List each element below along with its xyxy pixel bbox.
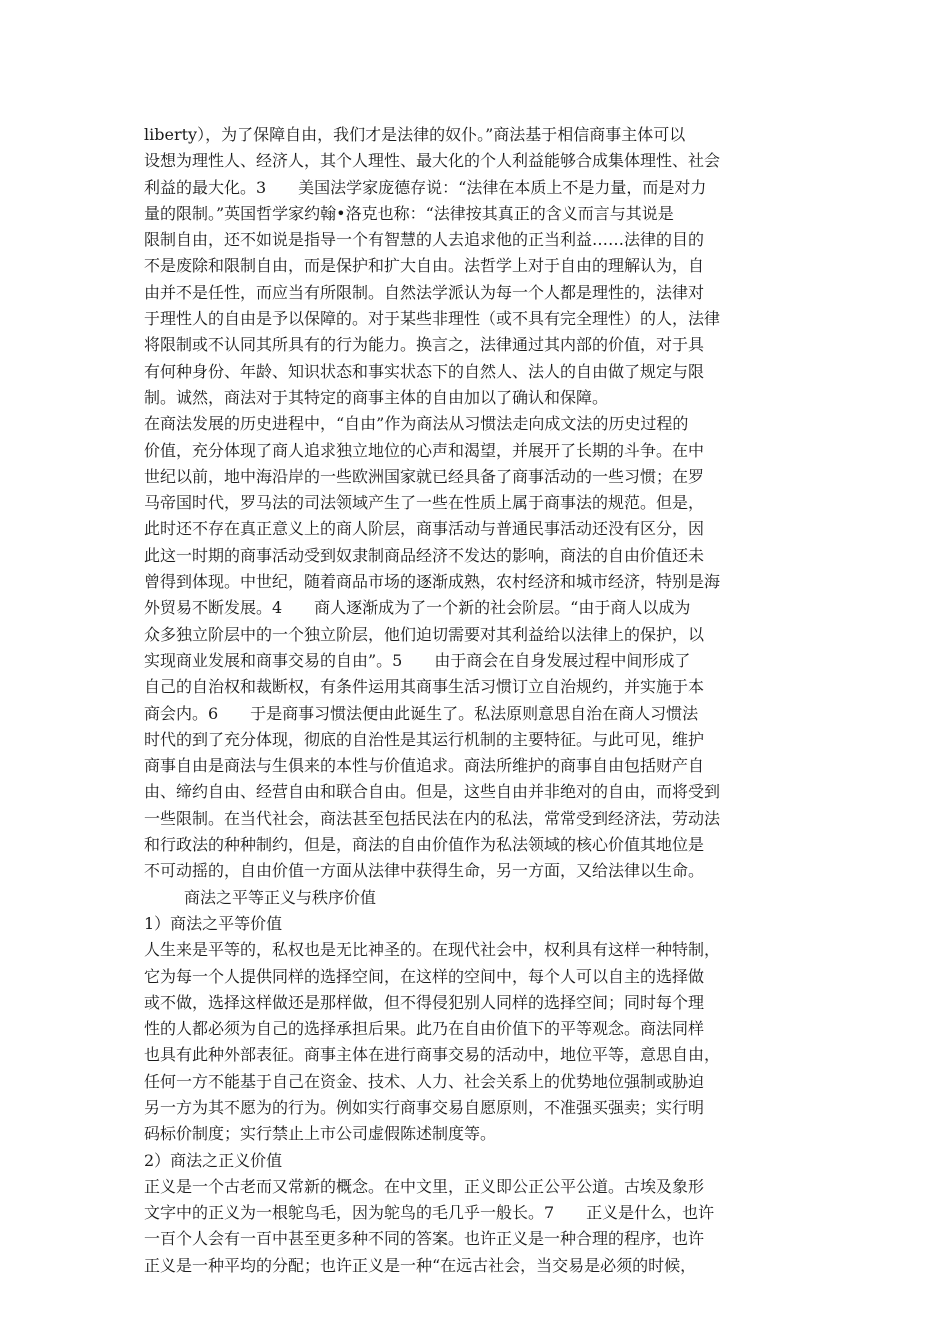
text-line: 此这一时期的商事活动受到奴隶制商品经济不发达的影响，商法的自由价值还未 [144, 545, 705, 565]
text-line: 码标价制度；实行禁止上市公司虚假陈述制度等。 [144, 1124, 497, 1144]
text-line: 由、缔约自由、经营自由和联合自由。但是，这些自由并非绝对的自由，而将受到 [144, 782, 721, 802]
text-line: 在商法发展的历史进程中，“自由”作为商法从习惯法走向成文法的历史过程的 [144, 414, 689, 434]
paragraph-history [144, 411, 808, 884]
text-line: 设想为理性人、经济人，其个人理性、最大化的个人利益能够合成集体理性、社会 [144, 151, 721, 171]
text-line: 利益的最大化。3 美国法学家庞德存说：“法律在本质上不是力量，而是对力 [144, 177, 707, 197]
text-line: 时代的到了充分体现，彻底的自治性是其运行机制的主要特征。与此可见，维护 [144, 729, 705, 749]
text-line: 商会内。6 于是商事习惯法便由此诞生了。私法原则意思自治在商人习惯法 [144, 703, 699, 723]
text-line: 任何一方不能基于自己在资金、技术、人力、社会关系上的优势地位强制或胁迫 [144, 1071, 705, 1091]
text-line: 正义是一个古老而又常新的概念。在中文里，正义即公正公平公道。古埃及象形 [144, 1176, 705, 1196]
text-line: 马帝国时代，罗马法的司法领域产生了一些在性质上属于商事法的规范。但是， [144, 493, 705, 513]
text-line: 于理性人的自由是予以保障的。对于某些非理性（或不具有完全理性）的人，法律 [144, 309, 721, 329]
text-line: 一些限制。在当代社会，商法甚至包括民法在内的私法，常常受到经济法，劳动法 [144, 808, 721, 828]
paragraph-equality [144, 937, 808, 1147]
text-line: 正义是一种平均的分配；也许正义是一种“在远古社会，当交易是必须的时候， [144, 1255, 697, 1275]
text-line: 外贸易不断发展。4 商人逐渐成为了一个新的社会阶层。“由于商人以成为 [144, 598, 691, 618]
text-line: 性的人都必须为自己的选择承担后果。此乃在自由价值下的平等观念。商法同样 [144, 1019, 705, 1039]
text-line: 此时还不存在真正意义上的商人阶层，商事活动与普通民事活动还没有区分，因 [144, 519, 705, 539]
text-line: 有何种身份、年龄、知识状态和事实状态下的自然人、法人的自由做了规定与限 [144, 361, 705, 381]
subsection-heading-justice: 2）商法之正义价值 [144, 1150, 283, 1170]
text-line: 世纪以前，地中海沿岸的一些欧洲国家就已经具备了商事活动的一些习惯；在罗 [144, 466, 705, 486]
text-line: 自己的自治权和裁断权，有条件运用其商事生活习惯订立自治规约，并实施于本 [144, 677, 705, 697]
section-heading: 商法之平等正义与秩序价值 [184, 887, 377, 907]
text-line: 不可动摇的，自由价值一方面从法律中获得生命，另一方面，又给法律以生命。 [144, 861, 705, 881]
text-line: liberty），为了保障自由，我们才是法律的奴仆。”商法基于相信商事主体可以 [144, 125, 686, 144]
text-line: 或不做，选择这样做还是那样做，但不得侵犯别人同样的选择空间；同时每个理 [144, 992, 705, 1012]
text-line: 和行政法的种种制约，但是，商法的自由价值作为私法领域的核心价值其地位是 [144, 835, 705, 855]
text-line: 限制自由，还不如说是指导一个有智慧的人去追求他的正当利益……法律的目的 [144, 230, 705, 250]
text-line: 量的限制。”英国哲学家约翰•洛克也称：“法律按其真正的含义而言与其说是 [144, 203, 674, 223]
text-line: 由并不是任性，而应当有所限制。自然法学派认为每一个人都是理性的，法律对 [144, 282, 705, 302]
text-line: 实现商业发展和商事交易的自由”。5 由于商会在自身发展过程中间形成了 [144, 650, 691, 670]
text-line: 一百个人会有一百中甚至更多种不同的答案。也许正义是一种合理的程序，也许 [144, 1229, 705, 1249]
text-line: 文字中的正义为一根鸵鸟毛，因为鸵鸟的毛几乎一般长。7 正义是什么，也许 [144, 1203, 715, 1223]
text-line: 商事自由是商法与生俱来的本性与价值追求。商法所维护的商事自由包括财产自 [144, 756, 705, 776]
text-line: 另一方为其不愿为的行为。例如实行商事交易自愿原则，不准强买强卖；实行明 [144, 1097, 705, 1117]
text-line: 它为每一个人提供同样的选择空间，在这样的空间中，每个人可以自主的选择做 [144, 966, 705, 986]
text-line: 也具有此种外部表征。商事主体在进行商事交易的活动中，地位平等，意思自由， [144, 1045, 721, 1065]
text-line: 众多独立阶层中的一个独立阶层，他们迫切需要对其利益给以法律上的保护，以 [144, 624, 705, 644]
subsection-heading-equality: 1）商法之平等价值 [144, 913, 283, 933]
text-line: 人生来是平等的，私权也是无比神圣的。在现代社会中，权利具有这样一种特制， [144, 940, 721, 960]
paragraph-liberty [144, 122, 808, 411]
text-line: 价值，充分体现了商人追求独立地位的心声和渴望，并展开了长期的斗争。在中 [144, 440, 705, 460]
text-line: 将限制或不认同其所具有的行为能力。换言之，法律通过其内部的价值，对于具 [144, 335, 705, 355]
document-body [144, 122, 808, 1279]
text-line: 曾得到体现。中世纪，随着商品市场的逐渐成熟，农村经济和城市经济，特别是海 [144, 572, 721, 592]
text-line: 制。诚然，商法对于其特定的商事主体的自由加以了确认和保障。 [144, 387, 609, 407]
text-line: 不是废除和限制自由，而是保护和扩大自由。法哲学上对于自由的理解认为，自 [144, 256, 705, 276]
paragraph-justice [144, 1174, 808, 1279]
